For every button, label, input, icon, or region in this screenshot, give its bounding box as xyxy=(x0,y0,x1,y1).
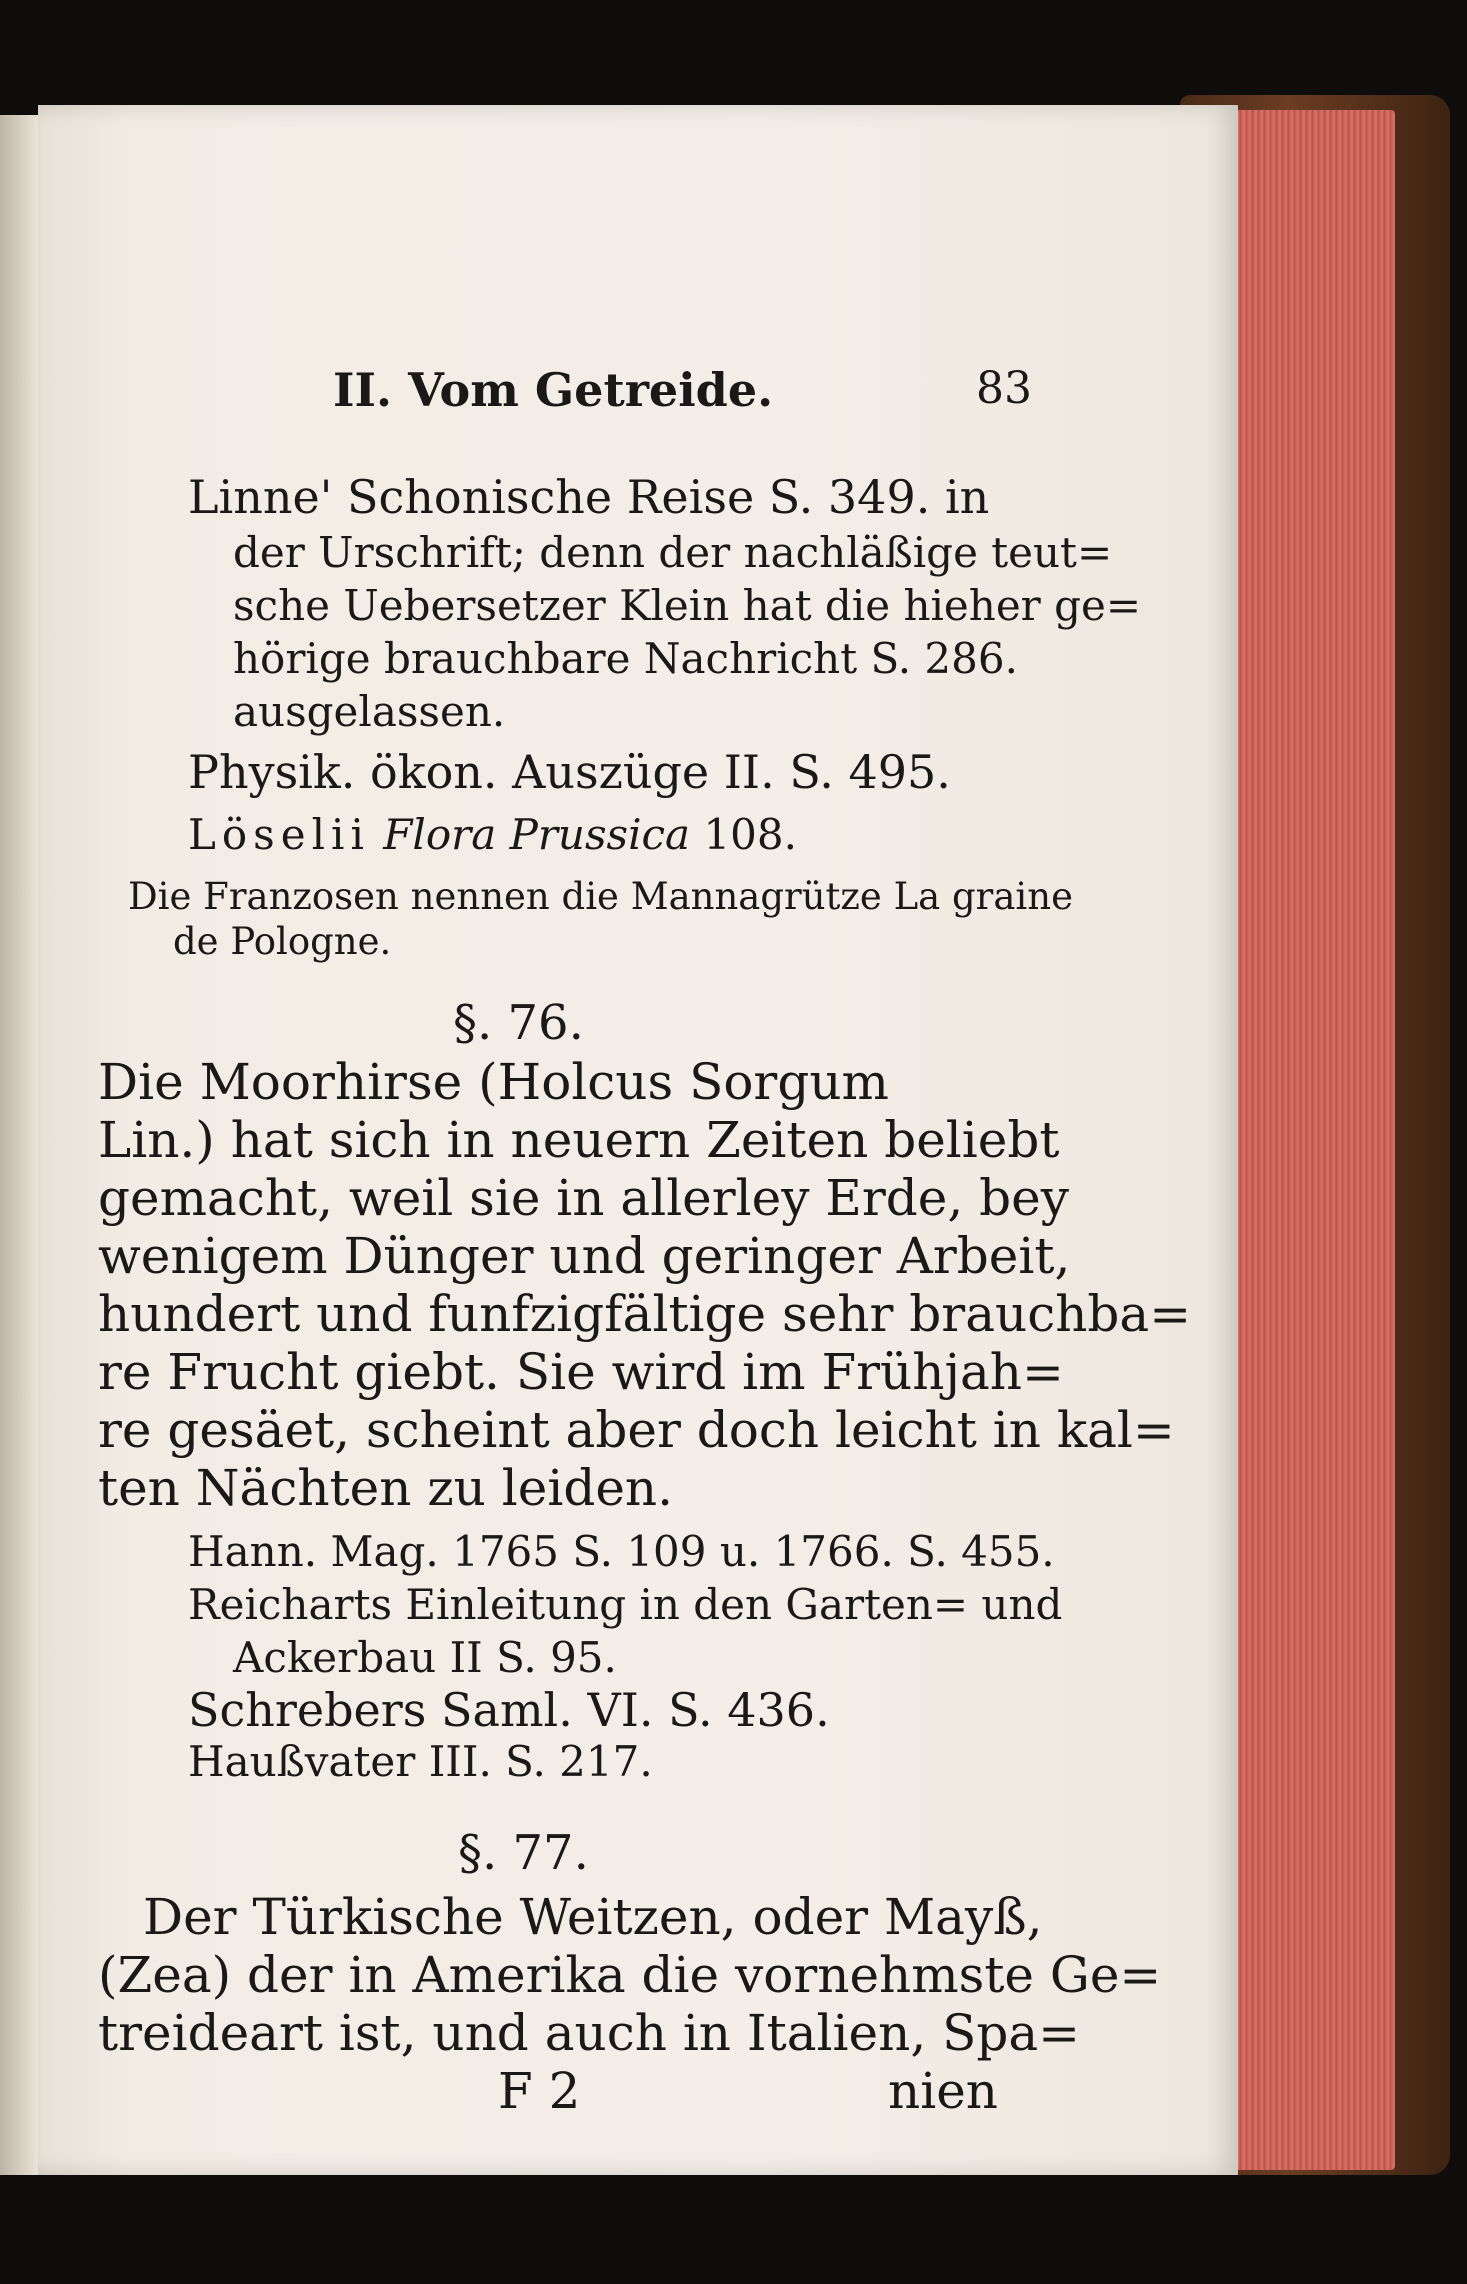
reference-line: sche Uebersetzer Klein hat die hieher ge= xyxy=(233,581,1142,630)
facing-page-edge xyxy=(0,115,38,2175)
loeselii-page: 108. xyxy=(703,810,797,859)
signature-mark: F 2 xyxy=(498,2062,581,2120)
page-number: 83 xyxy=(976,363,1032,414)
body-line: gemacht, weil sie in allerley Erde, bey xyxy=(98,1169,1070,1227)
reference-line: Schrebers Saml. VI. S. 436. xyxy=(188,1683,830,1737)
body-line: Der Türkische Weitzen, oder Mayß, xyxy=(143,1888,1043,1946)
section-heading-77: §. 77. xyxy=(458,1825,589,1881)
reference-line: Hann. Mag. 1765 S. 109 u. 1766. S. 455. xyxy=(188,1527,1055,1576)
reference-line: Reicharts Einleitung in den Garten= und xyxy=(188,1580,1063,1629)
body-line: treideart ist, und auch in Italien, Spa= xyxy=(98,2004,1081,2062)
loeselii-title: Flora Prussica xyxy=(383,810,691,859)
body-line: Lin.) hat sich in neuern Zeiten beliebt xyxy=(98,1111,1060,1169)
footnote-line: Die Franzosen nennen die Mannagrütze La graine xyxy=(128,875,1073,918)
footnote-line: de Pologne. xyxy=(173,920,392,963)
reference-line: Physik. ökon. Auszüge II. S. 495. xyxy=(188,745,951,799)
body-line: re gesäet, scheint aber doch leicht in kal= xyxy=(98,1401,1175,1459)
section-heading-76: §. 76. xyxy=(453,995,584,1051)
running-header: II. Vom Getreide. xyxy=(333,363,774,417)
body-line: ten Nächten zu leiden. xyxy=(98,1459,674,1517)
reference-line: hörige brauchbare Nachricht S. 286. xyxy=(233,634,1018,683)
reference-line: ausgelassen. xyxy=(233,687,506,736)
body-line: re Frucht giebt. Sie wird im Frühjah= xyxy=(98,1343,1064,1401)
body-line: Die Moorhirse (Holcus Sorgum xyxy=(98,1053,889,1111)
book-page xyxy=(38,105,1238,2175)
loeselii-author: Löselii xyxy=(188,810,370,859)
body-line: (Zea) der in Amerika die vornehmste Ge= xyxy=(98,1946,1162,2004)
catchword: nien xyxy=(888,2062,998,2120)
body-line: hundert und funfzigfältige sehr brauchba= xyxy=(98,1285,1192,1343)
reference-line: Linne' Schonische Reise S. 349. in xyxy=(188,470,990,524)
reference-line: Haußvater III. S. 217. xyxy=(188,1737,653,1786)
reference-line: Ackerbau II S. 95. xyxy=(233,1633,617,1682)
reference-line: der Urschrift; denn der nachläßige teut= xyxy=(233,528,1113,577)
body-line: wenigem Dünger und geringer Arbeit, xyxy=(98,1227,1071,1285)
loeselii-reference xyxy=(188,810,797,859)
